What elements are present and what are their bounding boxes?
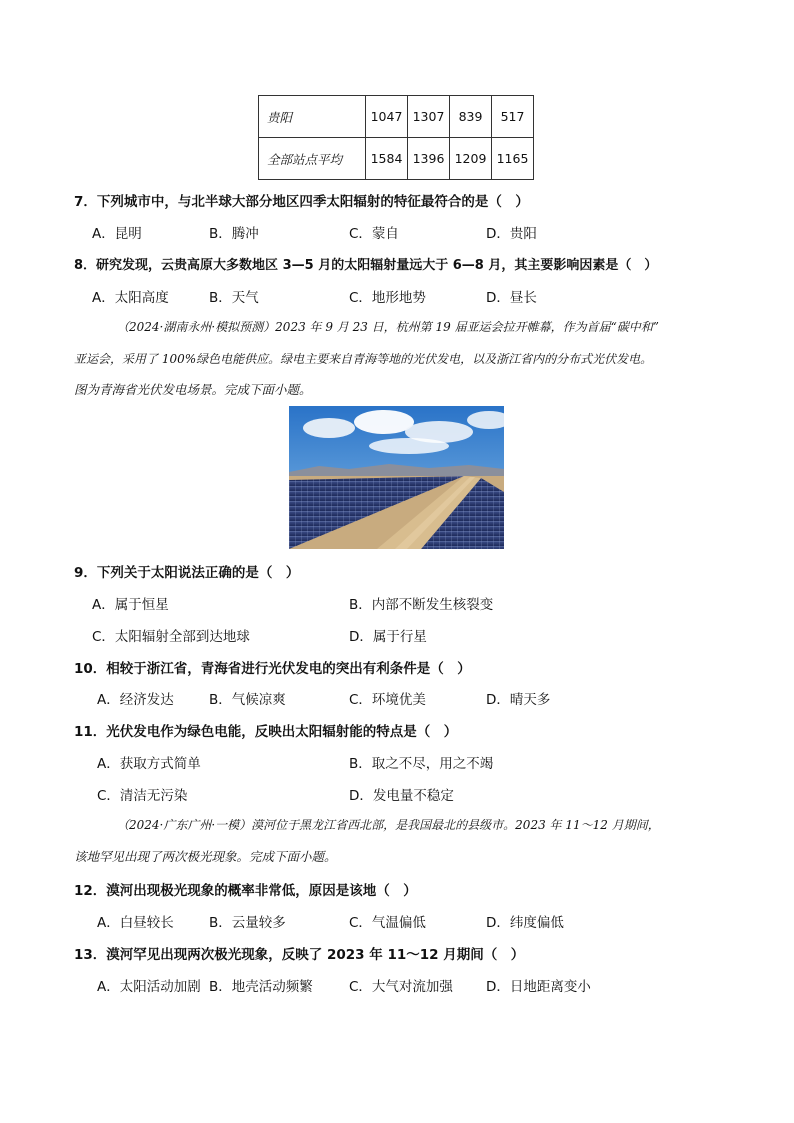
q9-option-d: D．属于行星 [349,629,427,645]
solar-farm-photo [289,406,504,549]
table-cell: 1307 [408,96,450,138]
q13-option-b: B．地壳活动频繁 [209,979,313,995]
material-1-line-3: 图为青海省光伏发电场景。完成下面小题。 [74,382,312,397]
material-2-line-1: （2024·广东广州·一模）漠河位于黑龙江省西北部，是我国最北的县级市。2023 年 11～12 月期间， [117,818,660,832]
table-cell: 839 [450,96,492,138]
q13-option-d: D．日地距离变小 [486,979,591,995]
table-cell: 1396 [408,138,450,180]
question-9-stem: 9．下列关于太阳说法正确的是（ ） [74,565,300,581]
q11-option-d: D．发电量不稳定 [349,788,454,804]
q7-option-d: D．贵阳 [486,226,537,242]
q8-option-a: A．太阳高度 [92,290,169,306]
q11-option-c: C．清洁无污染 [97,788,188,804]
material-1-line-2: 亚运会，采用了 100%绿色电能供应。绿电主要来自青海等地的光伏发电，以及浙江省内的分布式光伏发电。 [74,352,653,366]
solar-farm-illustration [289,406,504,549]
q7-option-a: A．昆明 [92,226,142,242]
q10-option-a: A．经济发达 [97,692,174,708]
q13-option-a: A．太阳活动加剧 [97,979,201,995]
q7-option-c: C．蒙自 [349,226,399,242]
q12-option-a: A．白昼较长 [97,915,174,931]
table-cell: 517 [492,96,534,138]
question-8-stem: 8．研究发现，云贵高原大多数地区 3—5 月的太阳辐射量远大于 6—8 月，其主要影响因素是（ ） [74,258,658,273]
q8-option-c: C．地形地势 [349,290,426,306]
q12-option-b: B．云量较多 [209,915,286,931]
q12-option-c: C．气温偏低 [349,915,426,931]
question-7-stem: 7．下列城市中，与北半球大部分地区四季太阳辐射的特征最符合的是（ ） [74,194,529,210]
station-name: 全部站点平均 [259,138,366,180]
material-1-line-1: （2024·湖南永州·模拟预测）2023 年 9 月 23 日，杭州第 19 届亚运会拉开帷幕，作为首届“碳中和” [117,320,659,334]
question-13-stem: 13．漠河罕见出现两次极光现象，反映了 2023 年 11～12 月期间（ ） [74,947,525,963]
question-12-stem: 12．漠河出现极光现象的概率非常低，原因是该地（ ） [74,883,417,899]
material-2-line-2: 该地罕见出现了两次极光现象。完成下面小题。 [74,849,337,864]
table-cell: 1209 [450,138,492,180]
question-10-stem: 10．相较于浙江省，青海省进行光伏发电的突出有利条件是（ ） [74,661,471,677]
q12-option-d: D．纬度偏低 [486,915,564,931]
q7-option-b: B．腾冲 [209,226,259,242]
q9-option-b: B．内部不断发生核裂变 [349,597,494,613]
q11-option-b: B．取之不尽，用之不竭 [349,756,494,772]
q10-option-d: D．晴天多 [486,692,551,708]
q9-option-a: A．属于恒星 [92,597,169,613]
station-name: 贵阳 [259,96,366,138]
q8-option-b: B．天气 [209,290,259,306]
table-cell: 1584 [366,138,408,180]
question-11-stem: 11．光伏发电作为绿色电能，反映出太阳辐射能的特点是（ ） [74,724,458,740]
q9-option-c: C．太阳辐射全部到达地球 [92,629,250,645]
q10-option-c: C．环境优美 [349,692,426,708]
table-row [259,138,534,180]
table-row [259,96,534,138]
table-cell: 1165 [492,138,534,180]
q8-option-d: D．昼长 [486,290,537,306]
table-cell: 1047 [366,96,408,138]
radiation-table [258,95,534,180]
q10-option-b: B．气候凉爽 [209,692,286,708]
q13-option-c: C．大气对流加强 [349,979,453,995]
q11-option-a: A．获取方式简单 [97,756,201,772]
